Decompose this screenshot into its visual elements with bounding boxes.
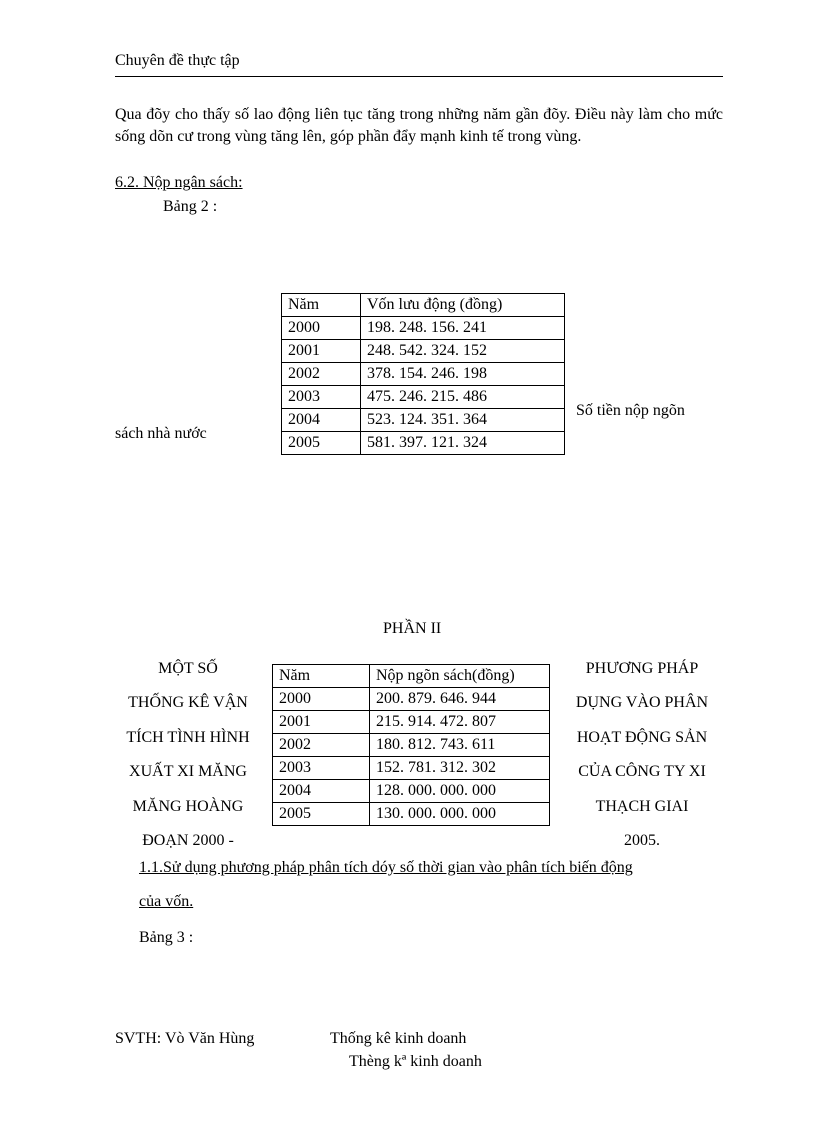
value-cell: 198. 248. 156. 241	[361, 317, 565, 340]
table-row	[273, 757, 550, 780]
header-cell: Vốn lưu động (đồng)	[361, 294, 565, 317]
value-cell: 523. 124. 351. 364	[361, 409, 565, 432]
part-title: PHẦN II	[383, 620, 442, 637]
left-line: XUẤT XI MĂNG	[129, 763, 247, 781]
table-row	[273, 688, 550, 711]
part2-left-column	[108, 652, 268, 858]
table-label-3: Bảng 3 :	[139, 929, 194, 946]
year-cell: 2005	[282, 432, 361, 455]
table-row	[282, 409, 565, 432]
value-cell: 248. 542. 324. 152	[361, 340, 565, 363]
section-heading-1-1-cont: của vốn.	[139, 893, 194, 910]
table-row	[282, 386, 565, 409]
value-cell: 130. 000. 000. 000	[370, 803, 550, 826]
table-row	[282, 432, 565, 455]
page-header	[115, 52, 723, 77]
table-von-luu-dong	[281, 293, 565, 455]
header-cell: Nộp ngõn sách(đồng)	[370, 665, 550, 688]
footer-dept: Thống kê kinh doanh	[330, 1030, 467, 1047]
value-cell: 180. 812. 743. 611	[370, 734, 550, 757]
year-cell: 2004	[282, 409, 361, 432]
part2-right-column	[560, 652, 724, 858]
table-row	[273, 803, 550, 826]
table-nop-ngan-sach	[272, 664, 550, 826]
footer-dept-garbled: Thèng kª kinh doanh	[349, 1053, 482, 1070]
table1-side-right: Số tiền nộp ngõn	[576, 402, 685, 419]
year-cell: 2004	[273, 780, 370, 803]
left-line: MỘT SỐ	[158, 660, 218, 677]
table-row	[282, 340, 565, 363]
value-cell: 475. 246. 215. 486	[361, 386, 565, 409]
intro-paragraph: Qua đõy cho thấy số lao động liên tục tăng trong những năm gần đõy. Điều này làm cho mức sống dõn cư trong vùng tăng lên, góp phần đẩy mạnh kinh tế trong vùng.	[115, 106, 723, 145]
table-row	[273, 711, 550, 734]
table-header-row	[273, 665, 550, 688]
year-cell: 2000	[282, 317, 361, 340]
value-cell: 378. 154. 246. 198	[361, 363, 565, 386]
right-line: THẠCH GIAI	[595, 797, 689, 815]
year-cell: 2003	[282, 386, 361, 409]
table-row	[273, 734, 550, 757]
value-cell: 152. 781. 312. 302	[370, 757, 550, 780]
year-cell: 2002	[282, 363, 361, 386]
table1-side-left: sách nhà nước	[115, 425, 207, 442]
footer-author: SVTH: Vò Văn Hùng	[115, 1030, 255, 1047]
year-cell: 2000	[273, 688, 370, 711]
right-line: PHƯƠNG PHÁP	[585, 660, 699, 677]
year-cell: 2003	[273, 757, 370, 780]
header-cell: Năm	[273, 665, 370, 688]
header-cell: Năm	[282, 294, 361, 317]
table-label-2: Bảng 2 :	[163, 198, 218, 215]
header-title: Chuyên đề thực tập	[115, 52, 240, 69]
left-line: TÍCH TÌNH HÌNH	[126, 728, 250, 746]
right-line: HOẠT ĐỘNG SẢN	[576, 728, 708, 746]
right-line: 2005.	[624, 832, 660, 850]
year-cell: 2001	[273, 711, 370, 734]
value-cell: 128. 000. 000. 000	[370, 780, 550, 803]
value-cell: 581. 397. 121. 324	[361, 432, 565, 455]
year-cell: 2001	[282, 340, 361, 363]
table-row	[273, 780, 550, 803]
left-line: ĐOẠN 2000 -	[142, 832, 234, 850]
value-cell: 200. 879. 646. 944	[370, 688, 550, 711]
right-line: CỦA CÔNG TY XI	[578, 763, 706, 781]
section-heading-1-1: 1.1.Sử dụng phương pháp phân tích dóy số thời gian vào phân tích biến động	[139, 859, 633, 876]
left-line: MĂNG HOÀNG	[132, 797, 244, 815]
table-header-row	[282, 294, 565, 317]
left-line: THỐNG KÊ VẬN	[128, 694, 248, 712]
year-cell: 2002	[273, 734, 370, 757]
year-cell: 2005	[273, 803, 370, 826]
right-line: DỤNG VÀO PHÂN	[575, 694, 709, 712]
value-cell: 215. 914. 472. 807	[370, 711, 550, 734]
section-heading-6-2: 6.2. Nộp ngân sách:	[115, 174, 243, 191]
table-row	[282, 317, 565, 340]
table-row	[282, 363, 565, 386]
